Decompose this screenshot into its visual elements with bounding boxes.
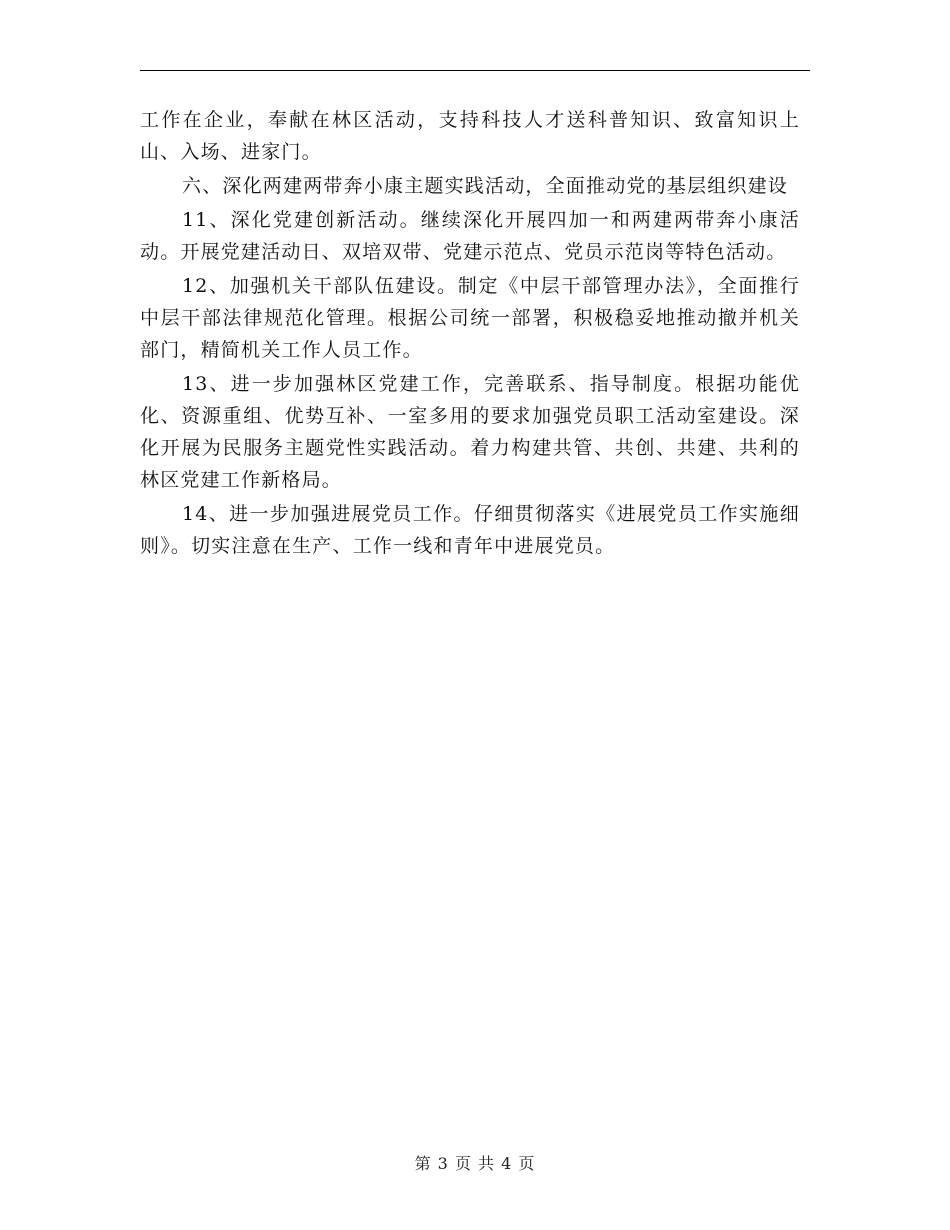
document-body [140,104,800,564]
paragraph-item-14: 14、进一步加强进展党员工作。仔细贯彻落实《进展党员工作实施细则》。切实注意在生产、工作一线和青年中进展党员。 [140,503,800,557]
paragraph-item-12: 12、加强机关干部队伍建设。制定《中层干部管理办法》，全面推行中层干部法律规范化管理。根据公司统一部署，积极稳妥地推动撤并机关部门，精简机关工作人员工作。 [140,275,800,361]
paragraph-item-11: 11、深化党建创新活动。继续深化开展四加一和两建两带奔小康活动。开展党建活动日、双培双带、党建示范点、党员示范岗等特色活动。 [140,209,800,263]
paragraph-item-13: 13、进一步加强林区党建工作，完善联系、指导制度。根据功能优化、资源重组、优势互补、一室多用的要求加强党员职工活动室建设。深化开展为民服务主题党性实践活动。着力构建共管、共创、共建、共利的林区党建工作新格局。 [140,373,800,491]
page-number-footer: 第 3 页 共 4 页 [414,1154,536,1173]
section-heading-six: 六、深化两建两带奔小康主题实践活动，全面推动党的基层组织建设 [182,175,789,197]
header-rule [140,70,810,71]
paragraph-continuation: 工作在企业，奉献在林区活动，支持科技人才送科普知识、致富知识上山、入场、进家门。 [140,109,800,163]
